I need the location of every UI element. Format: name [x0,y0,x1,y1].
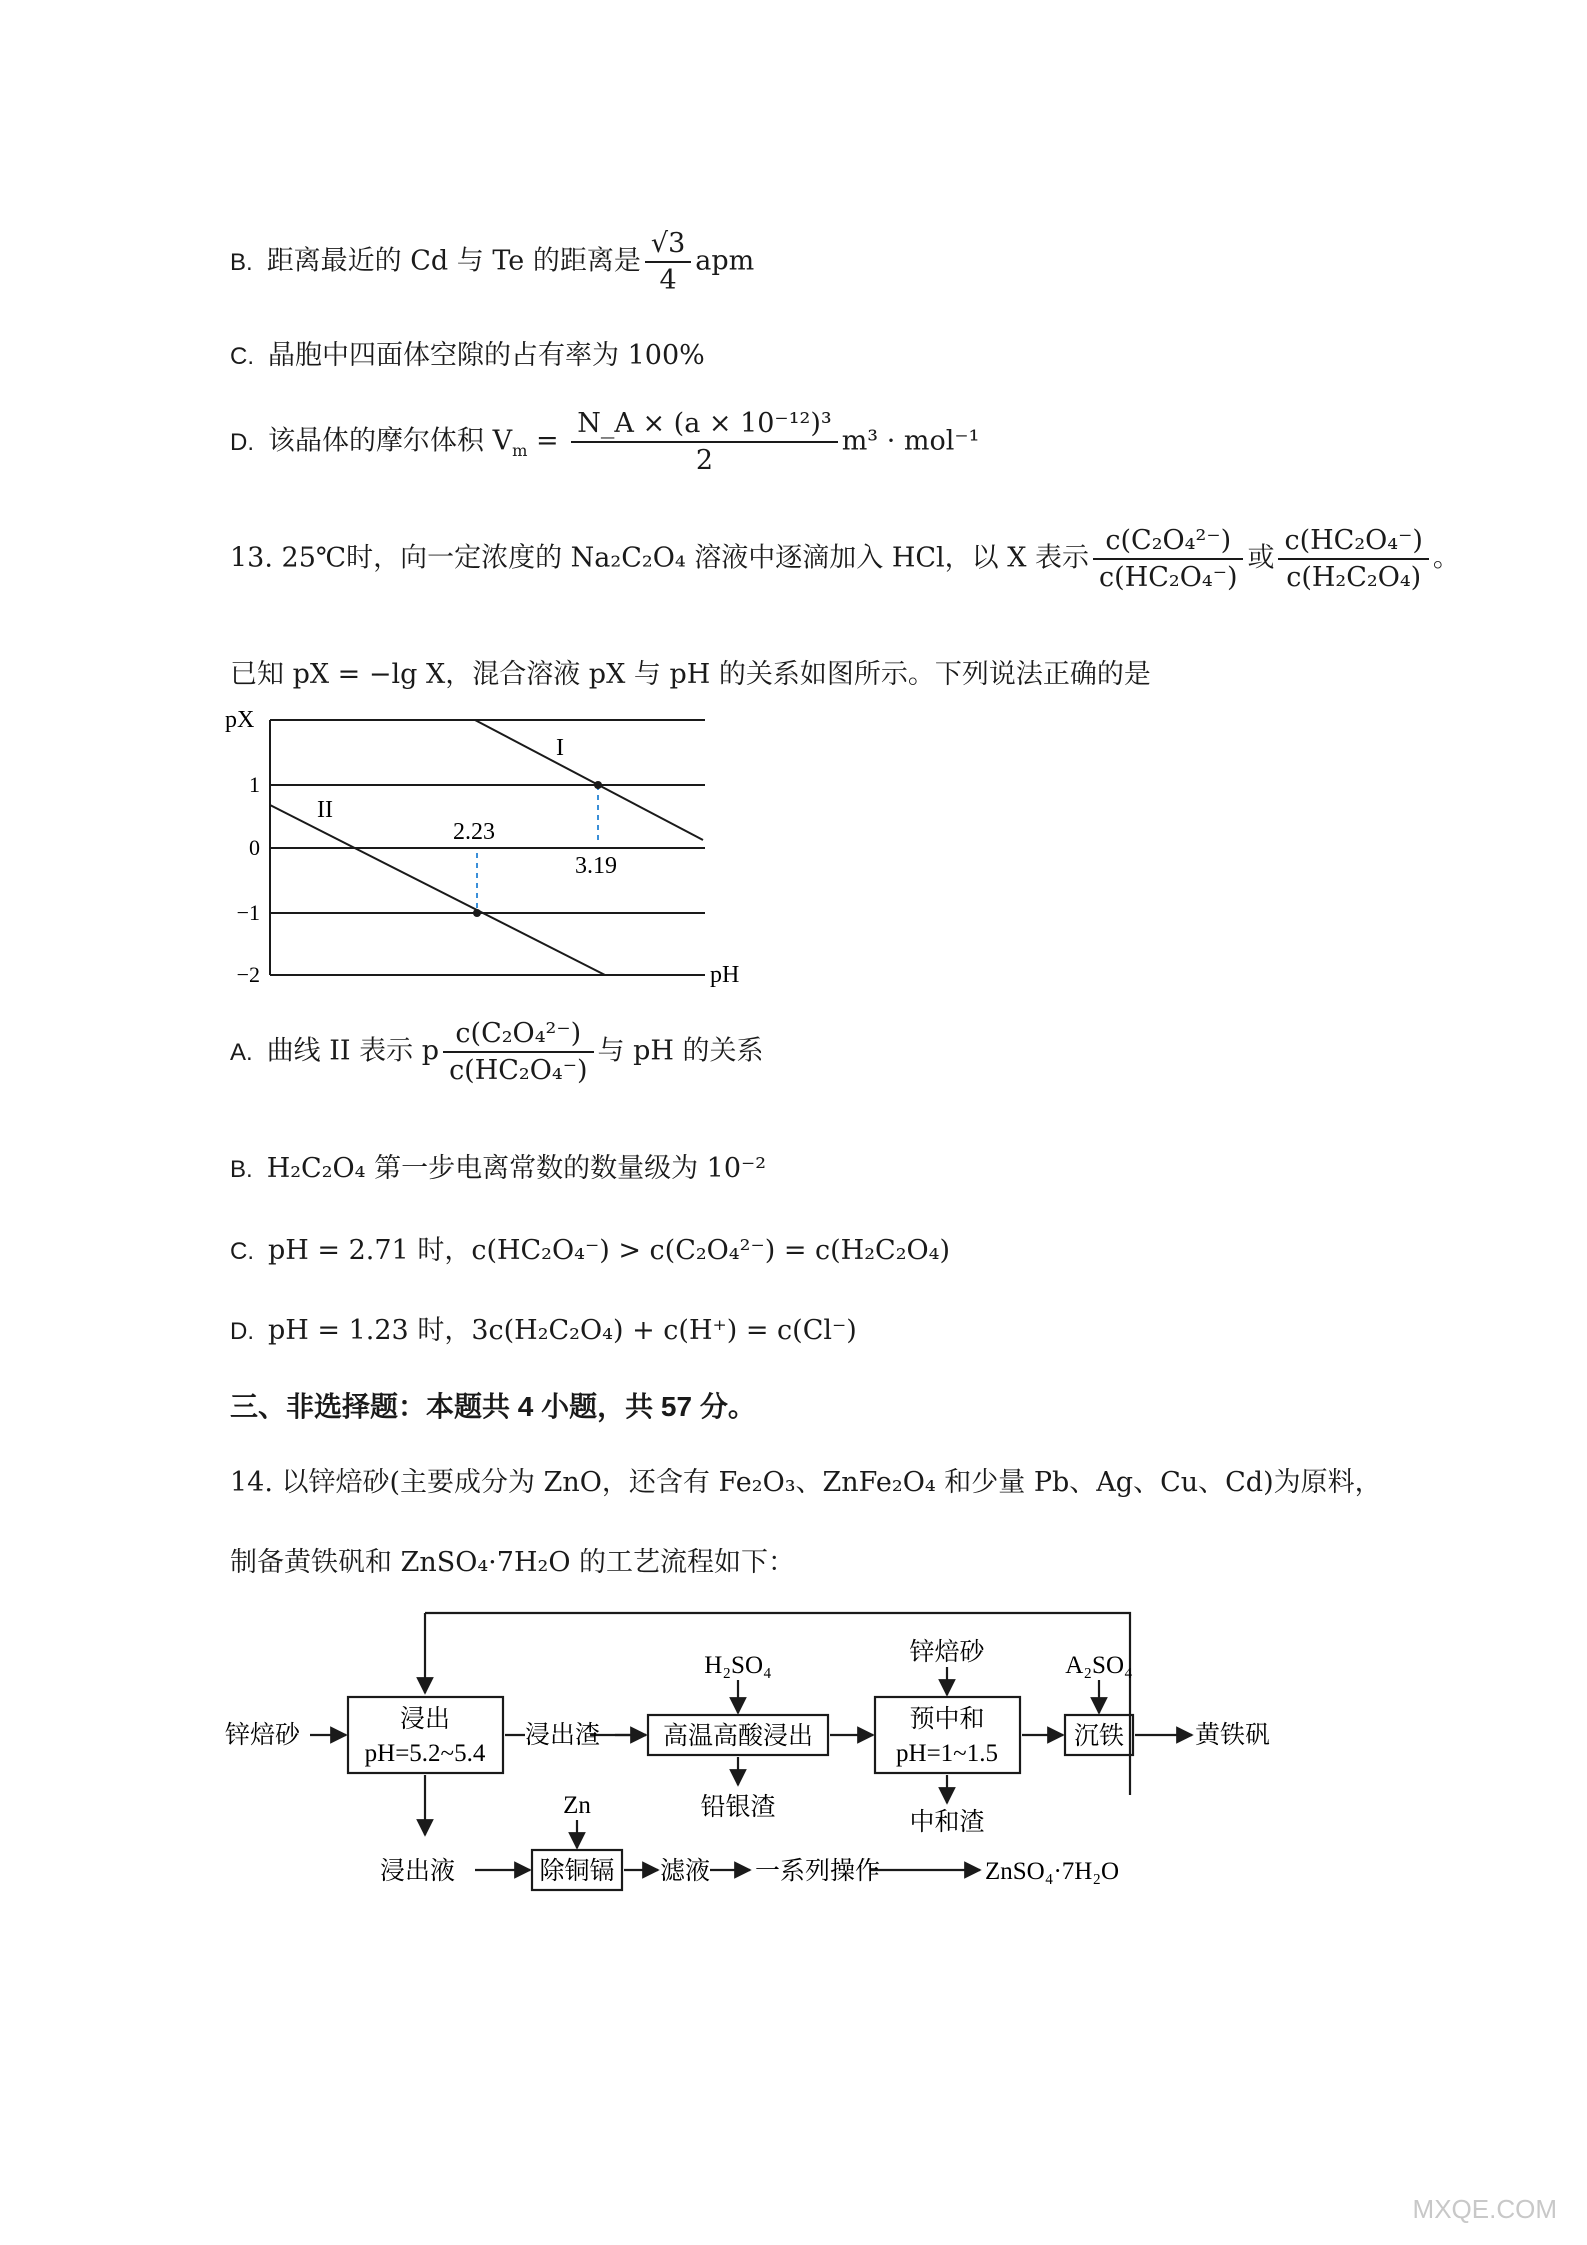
y-tick: −1 [236,900,260,925]
flow-jarosite: 黄铁矾 [1195,1722,1271,1749]
point-ii [473,909,481,917]
option-tag: B. [230,248,253,276]
flow-product: ZnSO₄·7H₂O [985,1858,1120,1885]
flow-cu-cd: 除铜镉 [539,1858,615,1885]
line-ii-label: II [317,797,333,823]
curve-i [475,720,703,840]
flow-zn: Zn [563,1792,591,1819]
flow-pb-ag: 铅银渣 [700,1794,776,1821]
q13-option-b: B. H₂C₂O₄ 第一步电离常数的数量级为 10⁻² [230,1153,767,1184]
flow-preneut: 预中和 [909,1706,985,1733]
recycle-line [425,1613,1133,1795]
y-axis-label: pX [225,707,255,733]
q13-option-a: A. 曲线 II 表示 p $\frac{\text{c(C₂O₄²⁻)}}{\text{c(HC₂O₄⁻)}}$ 与 pH 的关系 [230,1018,764,1086]
y-tick: −2 [236,962,260,987]
q13-graph [220,705,780,1005]
q13-option-c: C. pH = 2.71 时，c(HC₂O₄⁻) > c(C₂O₄²⁻) = c(H₂C₂O₄) [230,1235,951,1266]
q14-flowchart [220,1605,1340,1905]
line-i-label: I [556,735,564,761]
fraction: $\frac{\text{c(C₂O₄²⁻)}}{\text{c(HC₂O₄⁻)}}$ [443,1018,593,1086]
q13-option-d: D. pH = 1.23 时，3c(H₂C₂O₄) + c(H⁺) = c(Cl⁻) [230,1315,857,1346]
point-ii-value: 2.23 [453,819,495,845]
option-text: 距离最近的 Cd 与 Te 的距离是 [266,245,641,277]
fraction: $\frac{\text{N\_A × (a × 10⁻¹²)³}}{2}$ [571,408,837,476]
fraction: $\frac{\text{c(HC₂O₄⁻)}}{\text{c(H₂C₂O₄)}}$ [1278,525,1428,593]
q14-stem-line1: 14. 以锌焙砂(主要成分为 ZnO，还含有 Fe₂O₃、ZnFe₂O₄ 和少量 Pb、Ag、Cu、Cd)为原料， [230,1467,1382,1498]
q13-stem-line2: 已知 pX = −lg X，混合溶液 pX 与 pH 的关系如图所示。下列说法正确的是 [230,659,1151,690]
q12-option-d: D. 该晶体的摩尔体积 $V_m$ = $\frac{\text{N\_A × (a × 10⁻¹²)³}}{2}$ m³ · mol⁻¹ [230,408,980,476]
flow-neut-residue: 中和渣 [909,1809,985,1836]
flow-a2so4: A₂SO₄ [1065,1652,1133,1679]
watermark: MXQE.COM [1412,2194,1557,2224]
flow-preneut-ph: pH=1~1.5 [896,1740,998,1767]
q13-stem-line1: 13. 25℃时，向一定浓度的 Na₂C₂O₄ 溶液中逐滴加入 HCl，以 X 表示 $\frac{\text{c(C₂O₄²⁻)}}{\text{c(HC₂O₄⁻)}}$ 或 $\frac{\text{c(HC₂O₄⁻)}}{\text{c(H₂C₂O₄)}}$ 。 [230,525,1460,593]
point-i [594,781,602,789]
section-3-title: 三、非选择题：本题共 4 小题，共 57 分。 [230,1391,756,1422]
curve-ii [270,805,605,975]
flow-leach-ph: pH=5.2~5.4 [364,1740,486,1767]
x-axis-label: pH [710,962,740,988]
flow-leachate: 浸出液 [380,1858,456,1885]
flow-calcine2: 锌焙砂 [909,1639,985,1666]
y-tick: 0 [249,835,260,860]
flow-leach-residue: 浸出渣 [525,1722,601,1749]
flow-fe-ppt: 沉铁 [1073,1723,1125,1750]
flow-raw: 锌焙砂 [225,1722,301,1749]
fraction: $\frac{√3}{4}$ [645,228,691,296]
option-text: 晶胞中四面体空隙的占有率为 100% [268,340,705,371]
flow-ops: 一系列操作 [755,1858,881,1885]
q14-stem-line2: 制备黄铁矾和 ZnSO₄·7H₂O 的工艺流程如下： [230,1547,796,1578]
q12-option-b: B. 距离最近的 Cd 与 Te 的距离是 $\frac{√3}{4}$ apm [230,228,755,296]
fraction: $\frac{\text{c(C₂O₄²⁻)}}{\text{c(HC₂O₄⁻)}}$ [1093,525,1243,593]
flow-filtrate: 滤液 [660,1858,711,1885]
flow-hot-acid: 高温高酸浸出 [662,1723,814,1750]
y-tick: 1 [249,772,260,797]
flow-leach: 浸出 [399,1706,451,1733]
q12-option-c: C. 晶胞中四面体空隙的占有率为 100% [230,340,705,371]
point-i-value: 3.19 [575,853,617,879]
flow-h2so4: H₂SO₄ [704,1652,772,1679]
